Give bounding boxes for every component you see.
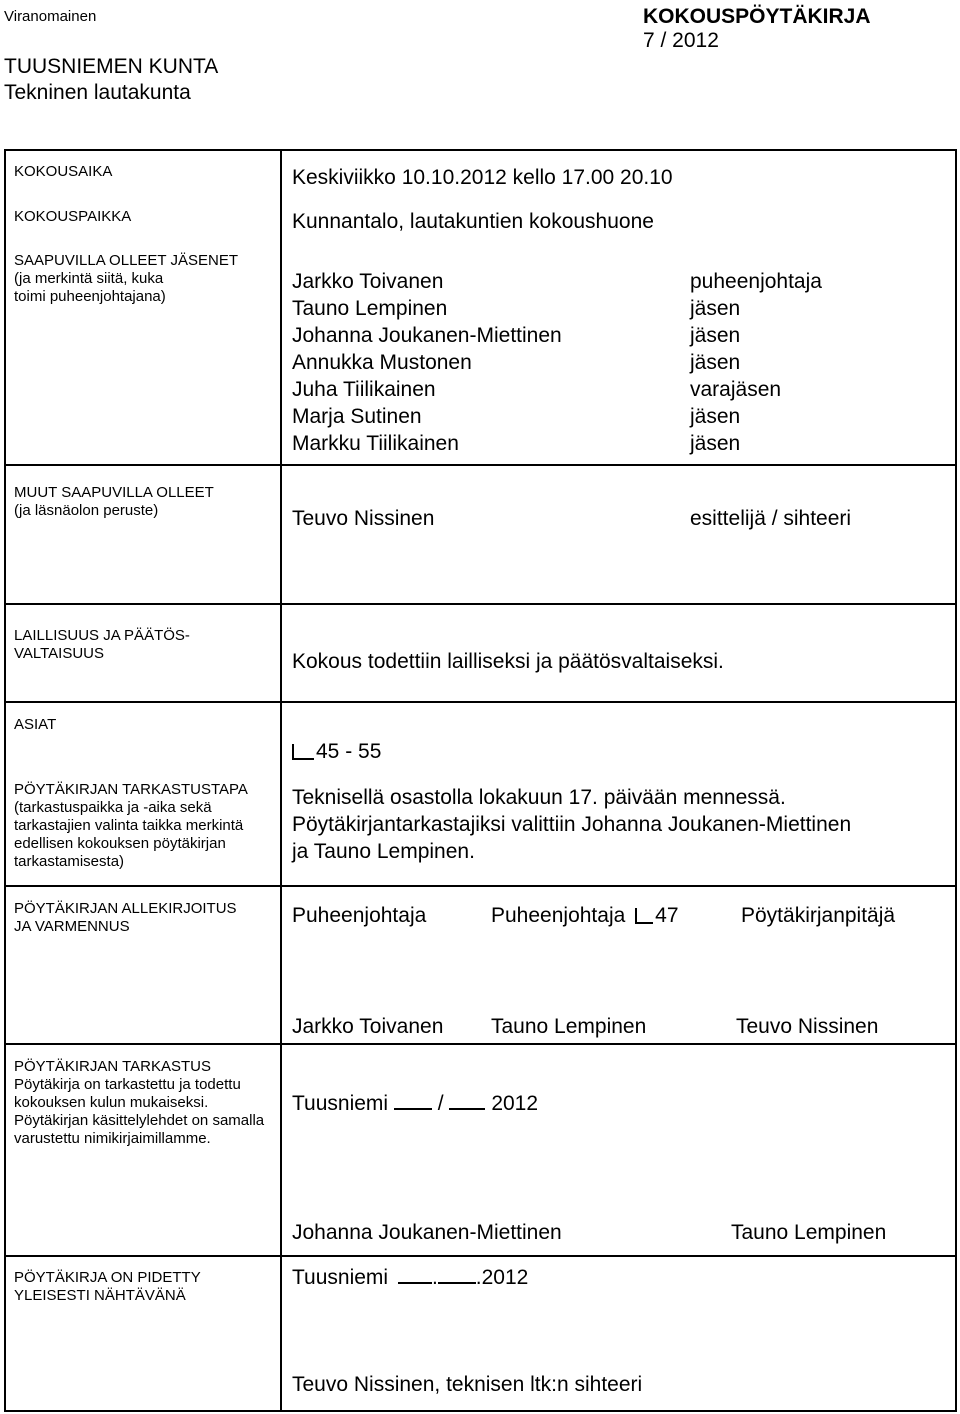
public-month-blank[interactable]	[438, 1264, 476, 1284]
review-method-value: Teknisellä osastolla lokakuun 17. päivään mennessä. Pöytäkirjantarkastajiksi valittiin Johanna Joukanen-Miettinen ja Tauno Lempinen.	[292, 786, 852, 863]
column-divider	[280, 149, 282, 1412]
legality-label: LAILLISUUS JA PÄÄTÖS- VALTAISUUS	[14, 627, 190, 662]
municipality-name: TUUSNIEMEN KUNTA	[4, 55, 219, 78]
public-label: PÖYTÄKIRJA ON PIDETTY YLEISESTI NÄHTÄVÄNÄ	[14, 1269, 201, 1304]
member-name: Tauno Lempinen	[292, 297, 448, 320]
row-divider-members-others	[4, 464, 957, 466]
board-name: Tekninen lautakunta	[4, 81, 191, 104]
member-role: puheenjohtaja	[690, 270, 822, 293]
meeting-place-label: KOKOUSPAIKKA	[14, 208, 132, 225]
signature-label: PÖYTÄKIRJAN ALLEKIRJOITUS JA VARMENNUS	[14, 900, 237, 935]
member-name: Markku Tiilikainen	[292, 432, 459, 455]
frame-bottom	[4, 1410, 957, 1412]
signature-title-chair: Puheenjohtaja	[292, 904, 427, 927]
others-name: Teuvo Nissinen	[292, 507, 435, 530]
reviewer-name-2: Tauno Lempinen	[731, 1221, 887, 1244]
legality-value: Kokous todettiin lailliseksi ja päätösvaltaiseksi.	[292, 650, 724, 673]
member-name: Jarkko Toivanen	[292, 270, 444, 293]
others-label: MUUT SAAPUVILLA OLLEET (ja läsnäolon peruste)	[14, 484, 214, 519]
member-role: jäsen	[690, 432, 741, 455]
member-role: jäsen	[690, 297, 741, 320]
meeting-time-label: KOKOUSAIKA	[14, 163, 113, 180]
row-divider-review-public	[4, 1255, 957, 1257]
document-number: 7 / 2012	[643, 29, 719, 52]
row-divider-legality-items	[4, 701, 957, 703]
items-value: 45 - 55	[292, 738, 381, 765]
reviewer-name-1: Johanna Joukanen-Miettinen	[292, 1221, 562, 1244]
public-signer: Teuvo Nissinen, teknisen ltk:n sihteeri	[292, 1373, 643, 1396]
review-day-blank[interactable]	[394, 1090, 432, 1110]
review-method-label: PÖYTÄKIRJAN TARKASTUSTAPA (tarkastuspaikka ja -aika sekä tarkastajien valinta taikka merkintä edellisen kokouksen pöytäkirjan tarkastamisesta)	[14, 781, 248, 870]
meeting-place-value: Kunnantalo, lautakuntien kokoushuone	[292, 210, 654, 233]
frame-right	[955, 149, 957, 1412]
signature-name-member: Tauno Lempinen	[491, 1015, 647, 1038]
member-role: jäsen	[690, 405, 741, 428]
row-divider-review-signature	[4, 885, 957, 887]
row-divider-others-legality	[4, 603, 957, 605]
members-roles	[690, 268, 822, 457]
signature-name-chair: Jarkko Toivanen	[292, 1015, 444, 1038]
member-role: jäsen	[690, 324, 741, 347]
member-role: jäsen	[690, 351, 741, 374]
public-date-line: Tuusniemi . .2012	[292, 1266, 529, 1289]
tab-mark-icon	[292, 744, 314, 760]
member-name: Marja Sutinen	[292, 405, 422, 428]
member-name: Juha Tiilikainen	[292, 378, 436, 401]
frame-top	[4, 149, 957, 151]
document-type: KOKOUSPÖYTÄKIRJA	[643, 5, 871, 28]
member-role: varajäsen	[690, 378, 782, 401]
signature-title-chair-2: Puheenjohtaja 47	[491, 904, 679, 927]
row-divider-signature-review	[4, 1043, 957, 1045]
authority-label: Viranomainen	[4, 8, 97, 25]
member-name: Johanna Joukanen-Miettinen	[292, 324, 562, 347]
review-month-blank[interactable]	[449, 1090, 485, 1110]
meeting-time-value: Keskiviikko 10.10.2012 kello 17.00 20.10	[292, 166, 673, 189]
signature-title-secretary: Pöytäkirjanpitäjä	[741, 904, 896, 927]
signature-name-secretary: Teuvo Nissinen	[736, 1015, 879, 1038]
items-label: ASIAT	[14, 716, 57, 733]
member-name: Annukka Mustonen	[292, 351, 472, 374]
others-role: esittelijä / sihteeri	[690, 507, 852, 530]
members-names	[292, 268, 562, 457]
review-date-line: Tuusniemi / 2012	[292, 1092, 539, 1115]
members-label: SAAPUVILLA OLLEET JÄSENET (ja merkintä siitä, kuka toimi puheenjohtajana)	[14, 252, 238, 305]
review-label: PÖYTÄKIRJAN TARKASTUS Pöytäkirja on tarkastettu ja todettu kokouksen kulun mukaiseksi. Pöytäkirjan käsittelylehdet on samalla varustettu nimikirjaimillamme.	[14, 1058, 265, 1147]
tab-mark-icon	[635, 908, 653, 924]
frame-left	[4, 149, 6, 1412]
public-day-blank[interactable]	[398, 1264, 432, 1284]
